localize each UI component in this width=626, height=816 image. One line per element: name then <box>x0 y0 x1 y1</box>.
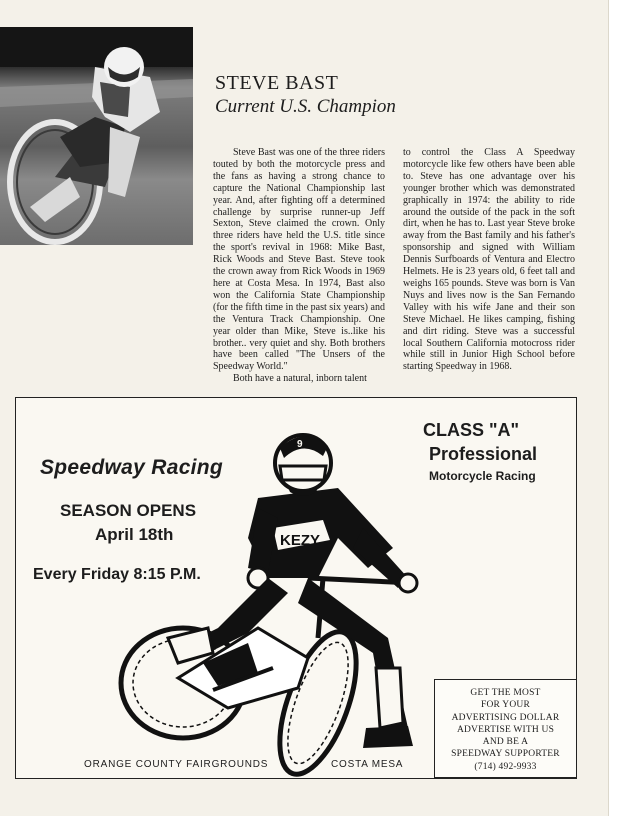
article-column-2 <box>403 147 575 373</box>
ad-title: Speedway Racing <box>40 456 224 479</box>
jersey-text: KEZY <box>280 532 321 549</box>
ad-class: CLASS "A" <box>423 420 520 440</box>
article-paragraph: to control the Class A Speedway motorcycle like few others have been able to. Steve has one advantage over his younger brother which was demonstrated graphically in 1974: the ability to ride around the outside of the pack in the soft dirt, when he has to. Last year Steve broke away from the Bast family and his father's sponsorship and signed with William Dennis Surfboards of Ventura and Electro Helmets. He is 23 years old, 6 feet tall and weighs 165 pounds. Steve was born is Van Nuys and lives now is the San Fernando Valley with his wife Jane and their son Steve Michael. He likes camping, fishing and dirt riding. Steve was a successful local Southern California motocross rider while still in Junior High School before starting Speedway in 1968. <box>403 147 575 373</box>
ad-city: COSTA MESA <box>331 759 404 770</box>
page-edge <box>608 0 626 816</box>
promo-line: ADVERTISE WITH US <box>456 724 555 735</box>
ad-season-opens: SEASON OPENS <box>60 501 197 520</box>
promo-phone: (714) 492-9933 <box>474 761 537 772</box>
article-headline: STEVE BAST <box>215 72 339 94</box>
ad-motorcycle-racing: Motorcycle Racing <box>429 469 536 483</box>
article-paragraph: Both have a natural, inborn talent <box>233 373 367 385</box>
ad-schedule: Every Friday 8:15 P.M. <box>33 566 201 583</box>
ad-venue: ORANGE COUNTY FAIRGROUNDS <box>84 759 269 770</box>
helmet-number: 9 <box>297 439 303 450</box>
promo-line: AND BE A <box>482 737 529 748</box>
promo-line: FOR YOUR <box>480 700 531 711</box>
article-subhead: Current U.S. Champion <box>215 96 396 117</box>
ad-professional: Professional <box>429 444 538 464</box>
rider-photo-drawing <box>0 27 193 245</box>
rider-photo <box>0 27 193 245</box>
rider-illustration <box>108 428 458 778</box>
promo-line: GET THE MOST <box>470 688 541 698</box>
article-paragraph: Steve Bast was one of the three riders touted by both the motorcycle press and the fans as having a strong chance to capture the National Championship last year. And, after fighting off a determined challenge by surprise runner-up Jeff Sexton, Steve claimed the crown. Only three riders have held the U.S. title since the sport's revival in 1968: Mike Bast, Rick Woods and Steve Bast. Steve took the crown away from Rick Woods in 1969 here at Costa Mesa. In 1974, Bast also won the California State Championship (for the fifth time in the past six years) and the Ventura Track Championship. One year older than Mike, Steve is..like his brother.. very quiet and shy. Both brothers have been called "The Unsers of the Speedway World." <box>213 147 385 373</box>
promo-line: SPEEDWAY SUPPORTER <box>451 749 560 760</box>
ad-date: April 18th <box>95 525 174 544</box>
advertising-promo-box <box>434 679 577 778</box>
promo-line: ADVERTISING DOLLAR <box>451 712 560 723</box>
article-column-1 <box>213 147 385 385</box>
speedway-advertisement <box>15 397 577 779</box>
